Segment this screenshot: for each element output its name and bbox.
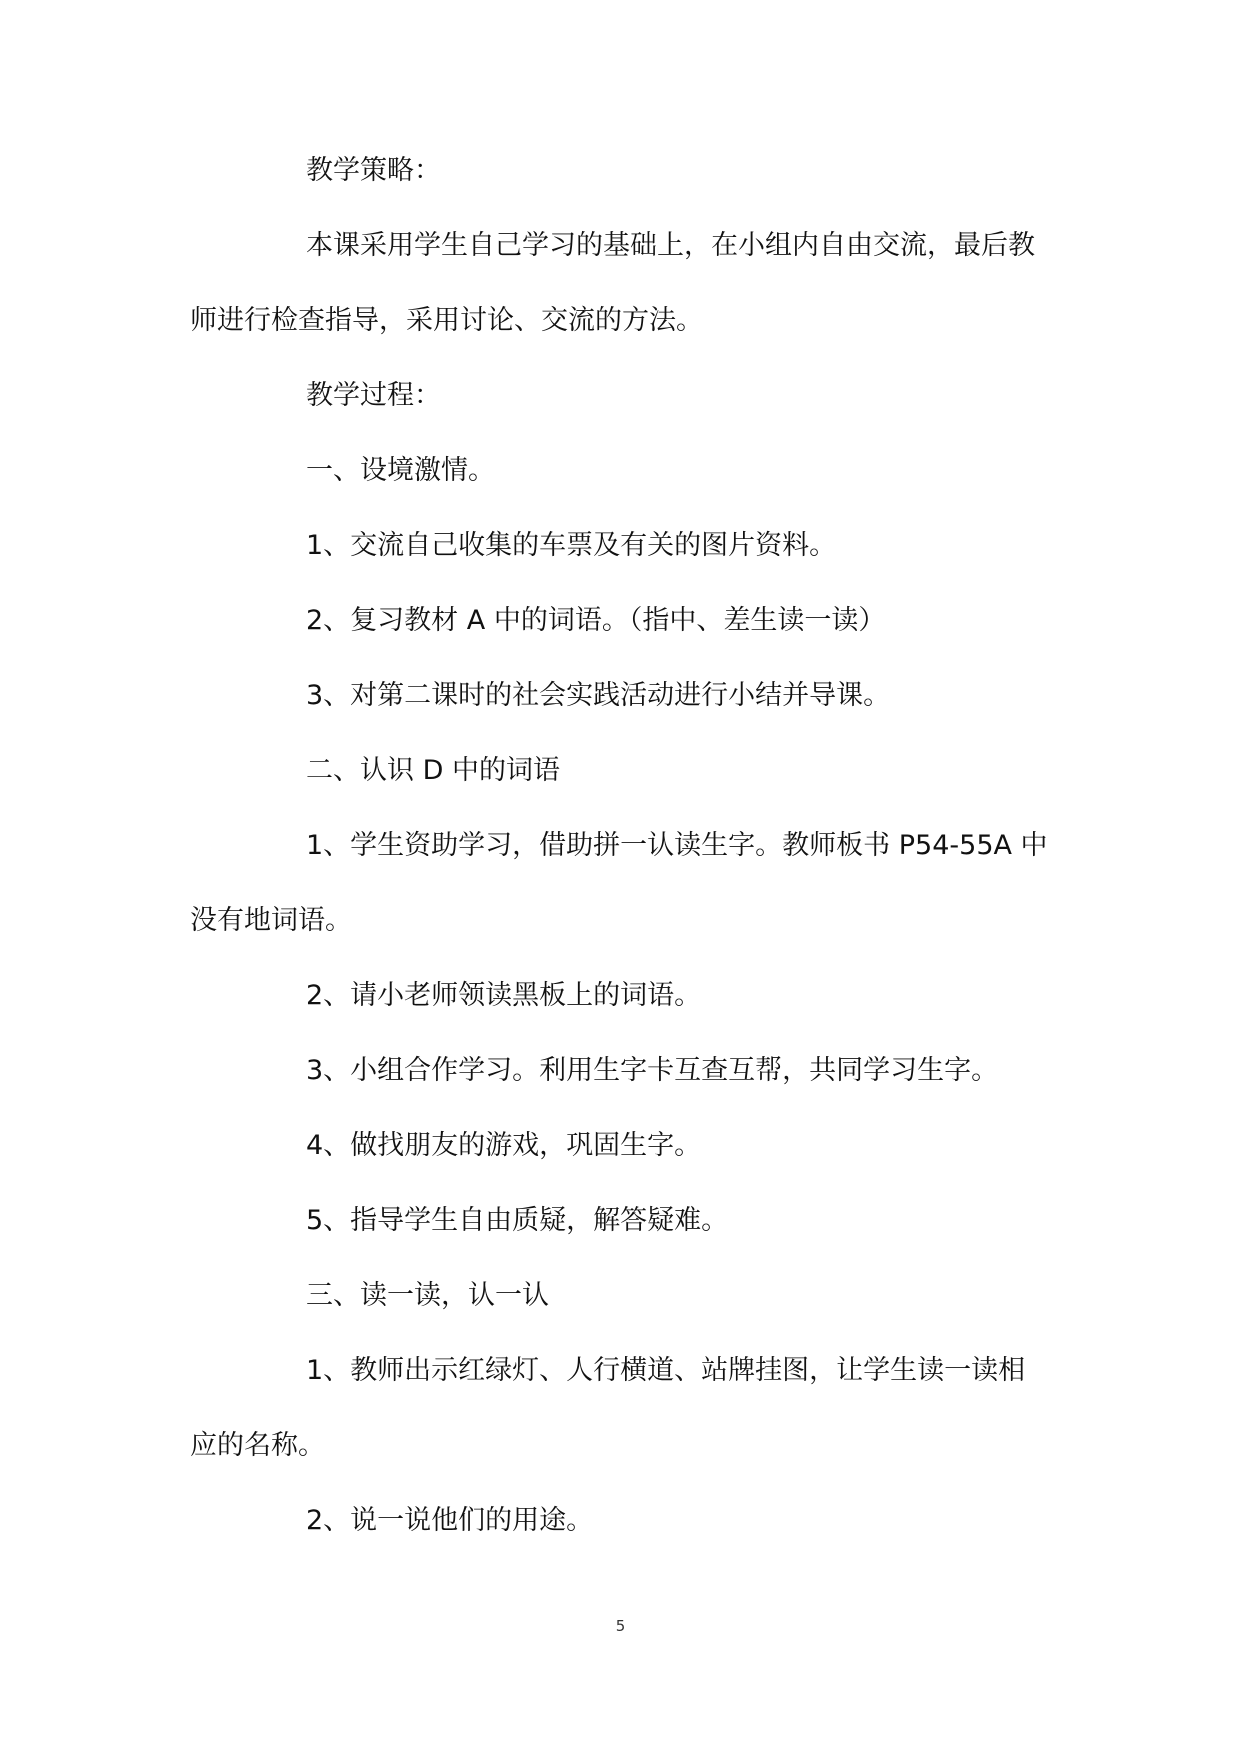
paragraph-section-2-item-5: 5、指导学生自由质疑，解答疑难。: [306, 1205, 729, 1236]
page-number: 5: [615, 1617, 626, 1635]
paragraph-section-2-item-4: 4、做找朋友的游戏，巩固生字。: [306, 1130, 702, 1161]
paragraph-section-1-item-2: 2、复习教材 A 中的词语。（指中、差生读一读）: [306, 605, 886, 636]
paragraph-teaching-strategy-text: 本课采用学生自己学习的基础上，在小组内自由交流，最后教师进行检查指导，采用讨论、交流的方法。: [190, 230, 1035, 336]
paragraph-section-2-item-2: 2、请小老师领读黑板上的词语。: [306, 980, 702, 1011]
paragraph-section-1-item-1: 1、交流自己收集的车票及有关的图片资料。: [306, 530, 837, 561]
paragraph-section-3-item-2: 2、说一说他们的用途。: [306, 1505, 594, 1536]
paragraph-section-3-title: 三、读一读，认一认: [306, 1280, 549, 1311]
paragraph-teaching-strategy-heading: 教学策略：: [306, 155, 441, 186]
paragraph-section-1-item-3: 3、对第二课时的社会实践活动进行小结并导课。: [306, 680, 891, 711]
paragraph-section-2-item-1: 1、学生资助学习，借助拼一认读生字。教师板书 P54-55A 中没有地词语。: [190, 830, 1048, 936]
paragraph-teaching-process-heading: 教学过程：: [306, 380, 441, 411]
paragraph-section-3-item-1: 1、教师出示红绿灯、人行横道、站牌挂图，让学生读一读相应的名称。: [190, 1355, 1026, 1461]
paragraph-section-2-item-3: 3、小组合作学习。利用生字卡互查互帮，共同学习生字。: [306, 1055, 999, 1086]
paragraph-section-1-title: 一、设境激情。: [306, 455, 495, 486]
paragraph-section-2-title: 二、认识 D 中的词语: [306, 755, 560, 786]
